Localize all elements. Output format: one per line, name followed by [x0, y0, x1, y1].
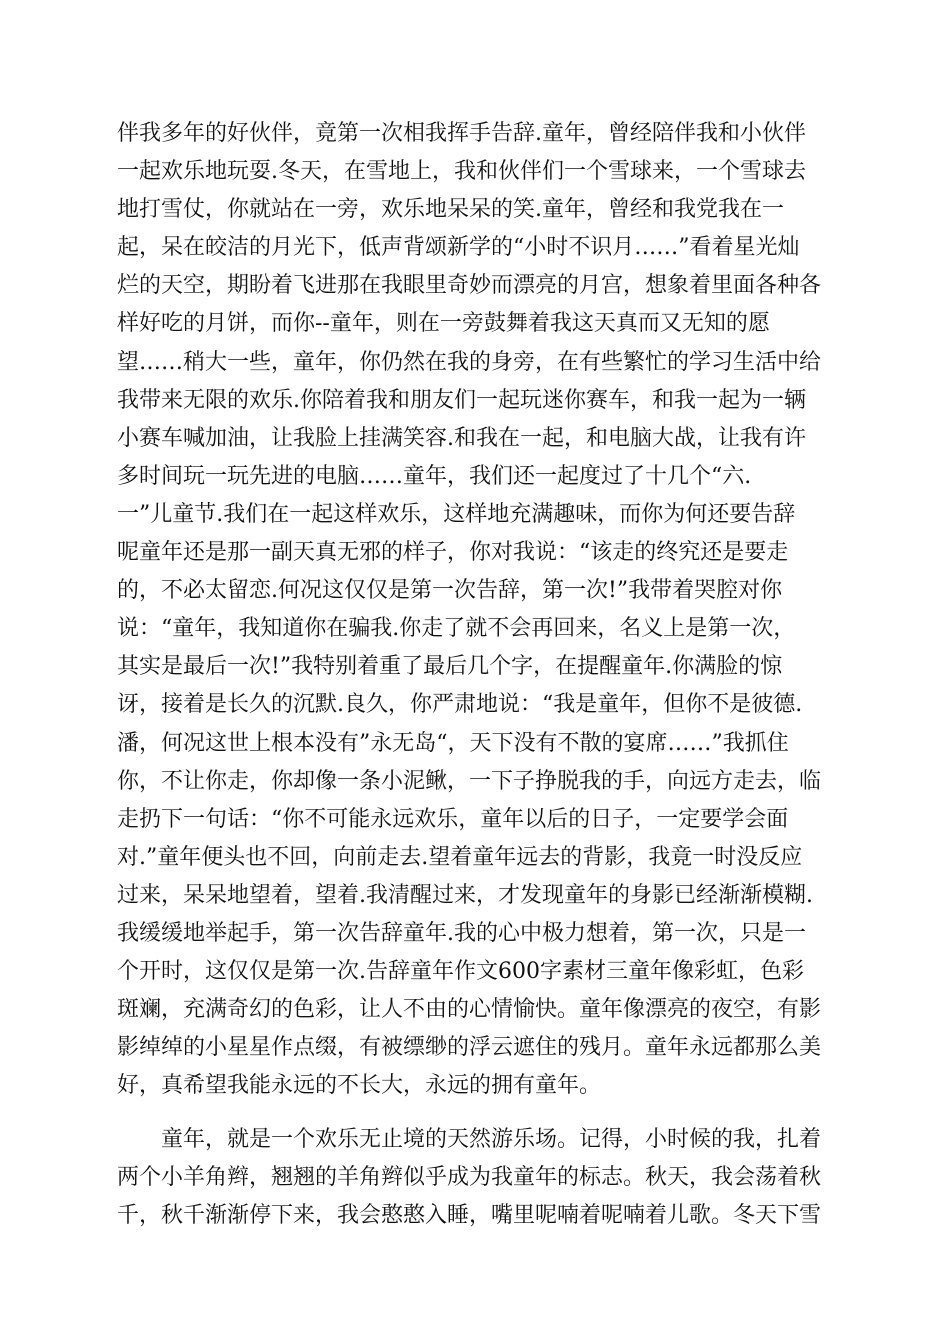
- text-line: 影绰绰的小星星作点缀，有被缥缈的浮云遮住的残月。童年永远都那么美: [117, 1035, 822, 1061]
- text-line: 呢童年还是那一副天真无邪的样子，你对我说：“该走的终究还是要走: [117, 540, 789, 566]
- text-line: 望……稍大一些，童年，你仍然在我的身旁，在有些繁忙的学习生活中给: [117, 349, 822, 375]
- text-line: 多时间玩一玩先进的电脑……童年，我们还一起度过了十几个“六.: [117, 463, 752, 489]
- text-line: 千，秋千渐渐停下来，我会憨憨入睡，嘴里呢喃着呢喃着儿歌。冬天下雪: [117, 1203, 822, 1229]
- text-line: 我缓缓地举起手，第一次告辞童年.我的心中极力想着，第一次，只是一: [117, 920, 806, 946]
- text-line: 斑斓，充满奇幻的色彩，让人不由的心情愉快。童年像漂亮的夜空，有影: [117, 997, 822, 1023]
- text-line: 讶，接着是长久的沉默.良久，你严肃地说：“我是童年，但你不是彼德.: [117, 692, 803, 718]
- text-line: 样好吃的月饼，而你--童年，则在一旁鼓舞着我这天真而又无知的愿: [117, 311, 770, 337]
- text-line: 我带来无限的欢乐.你陪着我和朋友们一起玩迷你赛车，和我一起为一辆: [117, 387, 806, 413]
- text-line: 走扔下一句话：“你不可能永远欢乐，童年以后的日子，一定要学会面: [117, 806, 789, 832]
- text-line: 的，不必太留恋.何况这仅仅是第一次告辞，第一次!”我带着哭腔对你: [117, 578, 783, 604]
- text-line: 烂的天空，期盼着飞进那在我眼里奇妙而漂亮的月宫，想象着里面各种各: [117, 273, 822, 299]
- text-line: 潘，何况这世上根本没有”永无岛“，天下没有不散的宴席……”我抓住: [117, 730, 789, 756]
- text-line: 起，呆在皎洁的月光下，低声背颂新学的“小时不识月……”看着星光灿: [117, 235, 800, 261]
- text-line: 好，真希望我能永远的不长大，永远的拥有童年。: [117, 1073, 602, 1099]
- paragraph-2: [117, 1121, 832, 1235]
- text-line: 你，不让你走，你却像一条小泥鳅，一下子挣脱我的手，向远方走去，临: [117, 768, 822, 794]
- text-line: 其实是最后一次!”我特别着重了最后几个字，在提醒童年.你满脸的惊: [117, 654, 783, 680]
- text-line: 一”儿童节.我们在一起这样欢乐，这样地充满趣味，而你为何还要告辞: [117, 501, 796, 527]
- text-line: 地打雪仗，你就站在一旁，欢乐地呆呆的笑.童年，曾经和我党我在一: [117, 197, 784, 223]
- text-line: 伴我多年的好伙伴，竟第一次相我挥手告辞.童年，曾经陪伴我和小伙伴: [117, 121, 806, 146]
- text-line-indented: 童年，就是一个欢乐无止境的天然游乐场。记得，小时候的我，扎着: [161, 1127, 822, 1152]
- text-line: 一起欢乐地玩耍.冬天，在雪地上，我和伙伴们一个雪球来，一个雪球去: [117, 159, 806, 185]
- text-line: 对.”童年便头也不回，向前走去.望着童年远去的背影，我竟一时没反应: [117, 844, 803, 870]
- text-line: 个开时，这仅仅是第一次.告辞童年作文600字素材三童年像彩虹，色彩: [117, 959, 804, 985]
- text-line: 过来，呆呆地望着，望着.我清醒过来，才发现童年的身影已经渐渐模糊.: [117, 882, 813, 908]
- paragraph-1: [117, 115, 832, 1105]
- text-line: 说：“童年，我知道你在骗我.你走了就不会再回来，名义上是第一次，: [117, 616, 796, 642]
- text-line: 两个小羊角辫，翘翘的羊角辫似乎成为我童年的标志。秋天，我会荡着秋: [117, 1165, 822, 1191]
- text-line: 小赛车喊加油，让我脸上挂满笑容.和我在一起，和电脑大战，让我有许: [117, 425, 806, 451]
